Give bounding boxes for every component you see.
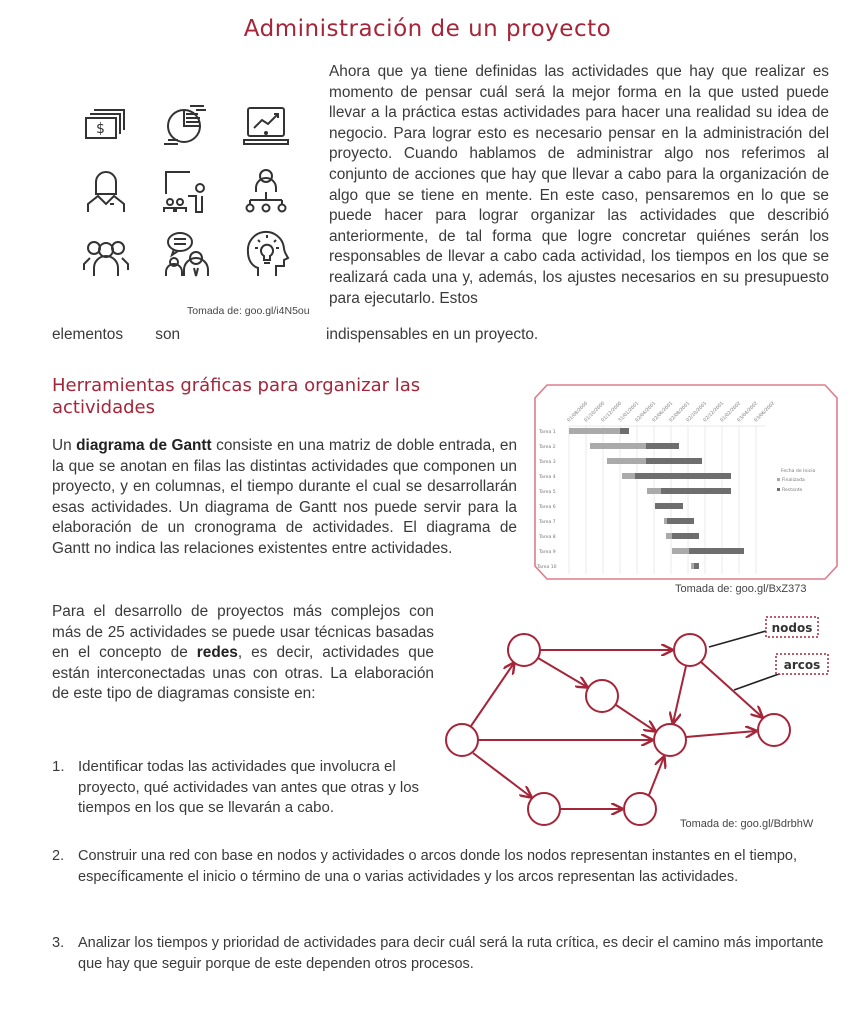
svg-text:Tarea 1: Tarea 1 [539, 430, 556, 435]
svg-text:02/10/2001: 02/10/2001 [685, 401, 709, 424]
svg-text:Fecha de Inicio: Fecha de Inicio [781, 469, 816, 474]
svg-text:02/12/2001: 02/12/2001 [702, 401, 726, 424]
svg-text:01/10/2000: 01/10/2000 [583, 401, 607, 424]
svg-text:Tarea 10: Tarea 10 [537, 565, 557, 570]
step-2: 2. Construir una red con base en nodos y actividades o arcos donde los nodos representan instantes en el tiempo, específicamente el inicio o término de una o varias actividades y los arcos representan las actividades. [52, 848, 798, 885]
icon-grid [80, 100, 320, 290]
laptop-growth-icon [240, 100, 292, 152]
svg-text:Tarea 2: Tarea 2 [539, 445, 556, 450]
network-caption: Tomada de: goo.gl/BdrbhW [680, 818, 814, 830]
woman-user-icon [80, 164, 132, 216]
gantt-caption: Tomada de: goo.gl/BxZ373 [675, 583, 807, 595]
gantt-chart [533, 384, 839, 580]
section-heading: Herramientas gráficas para organizar las actividades [52, 375, 421, 418]
svg-text:02/04/2001: 02/04/2001 [634, 401, 658, 424]
network-term: redes [196, 644, 238, 662]
intro-overflow-left: elementos son [52, 326, 181, 343]
svg-text:03/06/2002: 03/06/2002 [753, 401, 777, 424]
presentation-icon [160, 164, 212, 216]
page-title: Administración de un proyecto [243, 16, 612, 42]
svg-text:Tarea 5: Tarea 5 [539, 490, 556, 495]
svg-text:Finalizada: Finalizada [782, 478, 805, 483]
svg-text:Tarea 6: Tarea 6 [539, 505, 556, 510]
network-paragraph: Para el desarrollo de proyectos más complejos con más de 25 actividades se puede usar técnicas basadas en el concepto de redes, es decir, actividades que están interconectadas unas con otras. La elaboración de este tipo de diagramas consiste en: [52, 603, 434, 703]
svg-text:02/06/2001: 02/06/2001 [651, 401, 675, 424]
svg-text:Tarea 8: Tarea 8 [539, 535, 556, 540]
svg-text:31/01/2001: 31/01/2001 [617, 401, 641, 424]
svg-text:Tarea 4: Tarea 4 [539, 475, 556, 480]
icons-caption: Tomada de: goo.gl/i4N5ou [187, 305, 310, 317]
step-1: 1. Identificar todas las actividades que involucra el proyecto, qué actividades van antes que otras y los tiempos en los que se llevarán a cabo. [52, 758, 420, 817]
arcs-label: arcos [783, 658, 821, 672]
svg-text:01/08/2000: 01/08/2000 [566, 401, 590, 424]
svg-text:Restante: Restante [782, 488, 803, 493]
svg-text:03/04/2002: 03/04/2002 [736, 401, 760, 424]
conversation-icon [160, 228, 212, 280]
step-3: 3. Analizar los tiempos y prioridad de actividades para decir cuál será la ruta crítica, es decir el camino más importante que hay que seguir porque de este dependen otros procesos. [52, 935, 824, 972]
network-diagram [440, 605, 840, 835]
gantt-term: diagrama de Gantt [76, 437, 212, 454]
svg-text:Tarea 7: Tarea 7 [539, 520, 556, 525]
intro-overflow-right: indispensables en un proyecto. [326, 326, 539, 343]
svg-text:01/02/2002: 01/02/2002 [719, 401, 743, 424]
svg-text:02/08/2001: 02/08/2001 [668, 401, 692, 424]
team-icon [80, 228, 132, 280]
svg-text:Tarea 9: Tarea 9 [539, 550, 556, 555]
idea-head-icon [240, 228, 292, 280]
svg-text:Tarea 3: Tarea 3 [539, 460, 556, 465]
intro-paragraph: Ahora que ya tiene definidas las actividades que hay que realizar es momento de pensar cuál será la mejor forma en la que usted puede llevar a la práctica estas actividades para hacer una realidad su idea de negocio. Para lograr esto es necesario pensar en la administración del proyecto. Cuando hablamos de administrar algo nos referimos al conjunto de acciones que hay que llevar a cabo para la organización de algo que se tiene en mente. En este caso, pensaremos en lo que se puede hacer para lograr organizar las actividades que describió anteriormente, de tal forma que logre concretar quiénes serán los responsables de llevar a cabo cada actividad, los tiempos en los que se realizará cada una y, además, los ajustes necesarios en su presupuesto para ejecutarlo. Estos [329, 63, 829, 307]
org-chart-icon [240, 164, 292, 216]
money-icon [80, 100, 132, 152]
nodes-label: nodos [771, 621, 813, 635]
pie-chart-icon [160, 100, 212, 152]
svg-text:01/12/2000: 01/12/2000 [600, 401, 624, 424]
svg-text:$: $ [96, 121, 105, 137]
gantt-paragraph: Un diagrama de Gantt consiste en una matriz de doble entrada, en la que se anotan en filas las distintas actividades que componen un proyecto, y en columnas, el tiempo durante el cual se desarrollarán esas actividades. Un diagrama de Gantt nos puede servir para la elaboración de un cronograma de actividades. El diagrama de Gantt no indica las relaciones existentes entre actividades. [52, 437, 517, 557]
